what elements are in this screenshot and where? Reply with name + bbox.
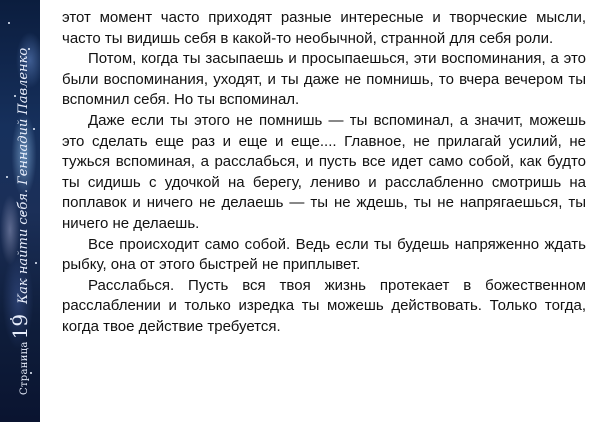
- paragraph: этот момент часто приходят разные интересные и творческие мысли, часто ты видишь себя в какой-то необычной, странной для себя роли.: [62, 9, 586, 47]
- paragraph: Все происходит само собой. Ведь если ты будешь напряженно ждать рыбку, она от этого быстрей не приплывет.: [62, 235, 586, 274]
- star-dot: [6, 176, 8, 178]
- star-dot: [8, 22, 10, 24]
- sidebar-cosmic-band: [0, 0, 40, 422]
- page-number: 19: [8, 313, 32, 340]
- star-dot: [33, 128, 35, 130]
- body-text: [62, 8, 586, 338]
- paragraph: Потом, когда ты засыпаешь и просыпаешься, эти воспоминания, а это были воспоминания, уходят, и ты даже не помнишь, то вчера вечером ты вспомнил себя. Но ты вспоминал.: [62, 50, 586, 109]
- page-label: Страница: [19, 341, 30, 395]
- star-dot: [35, 262, 37, 264]
- book-title: Как найти себя. Геннадий Павленко: [16, 47, 31, 304]
- paragraph: Даже если ты этого не помнишь — ты вспоминал, а значит, можешь это сделать еще раз и еще и еще.... Главное, не прилагай усилий, не тужься вспоминая, а расслабься, и пусть все идет само собой, как будто ты сидишь с удочкой на берегу, лениво и расслабленно смотришь на поплавок и ничего не делаешь — ты не ждешь, ты не напрягаешься, ты ничего не делаешь.: [62, 111, 586, 232]
- paragraph: Расслабься. Пусть вся твоя жизнь протекает в божественном расслаблении и только изредка ты можешь действовать. Только тогда, когда твое действие требуется.: [62, 276, 586, 335]
- sidebar-caption: [10, 48, 31, 395]
